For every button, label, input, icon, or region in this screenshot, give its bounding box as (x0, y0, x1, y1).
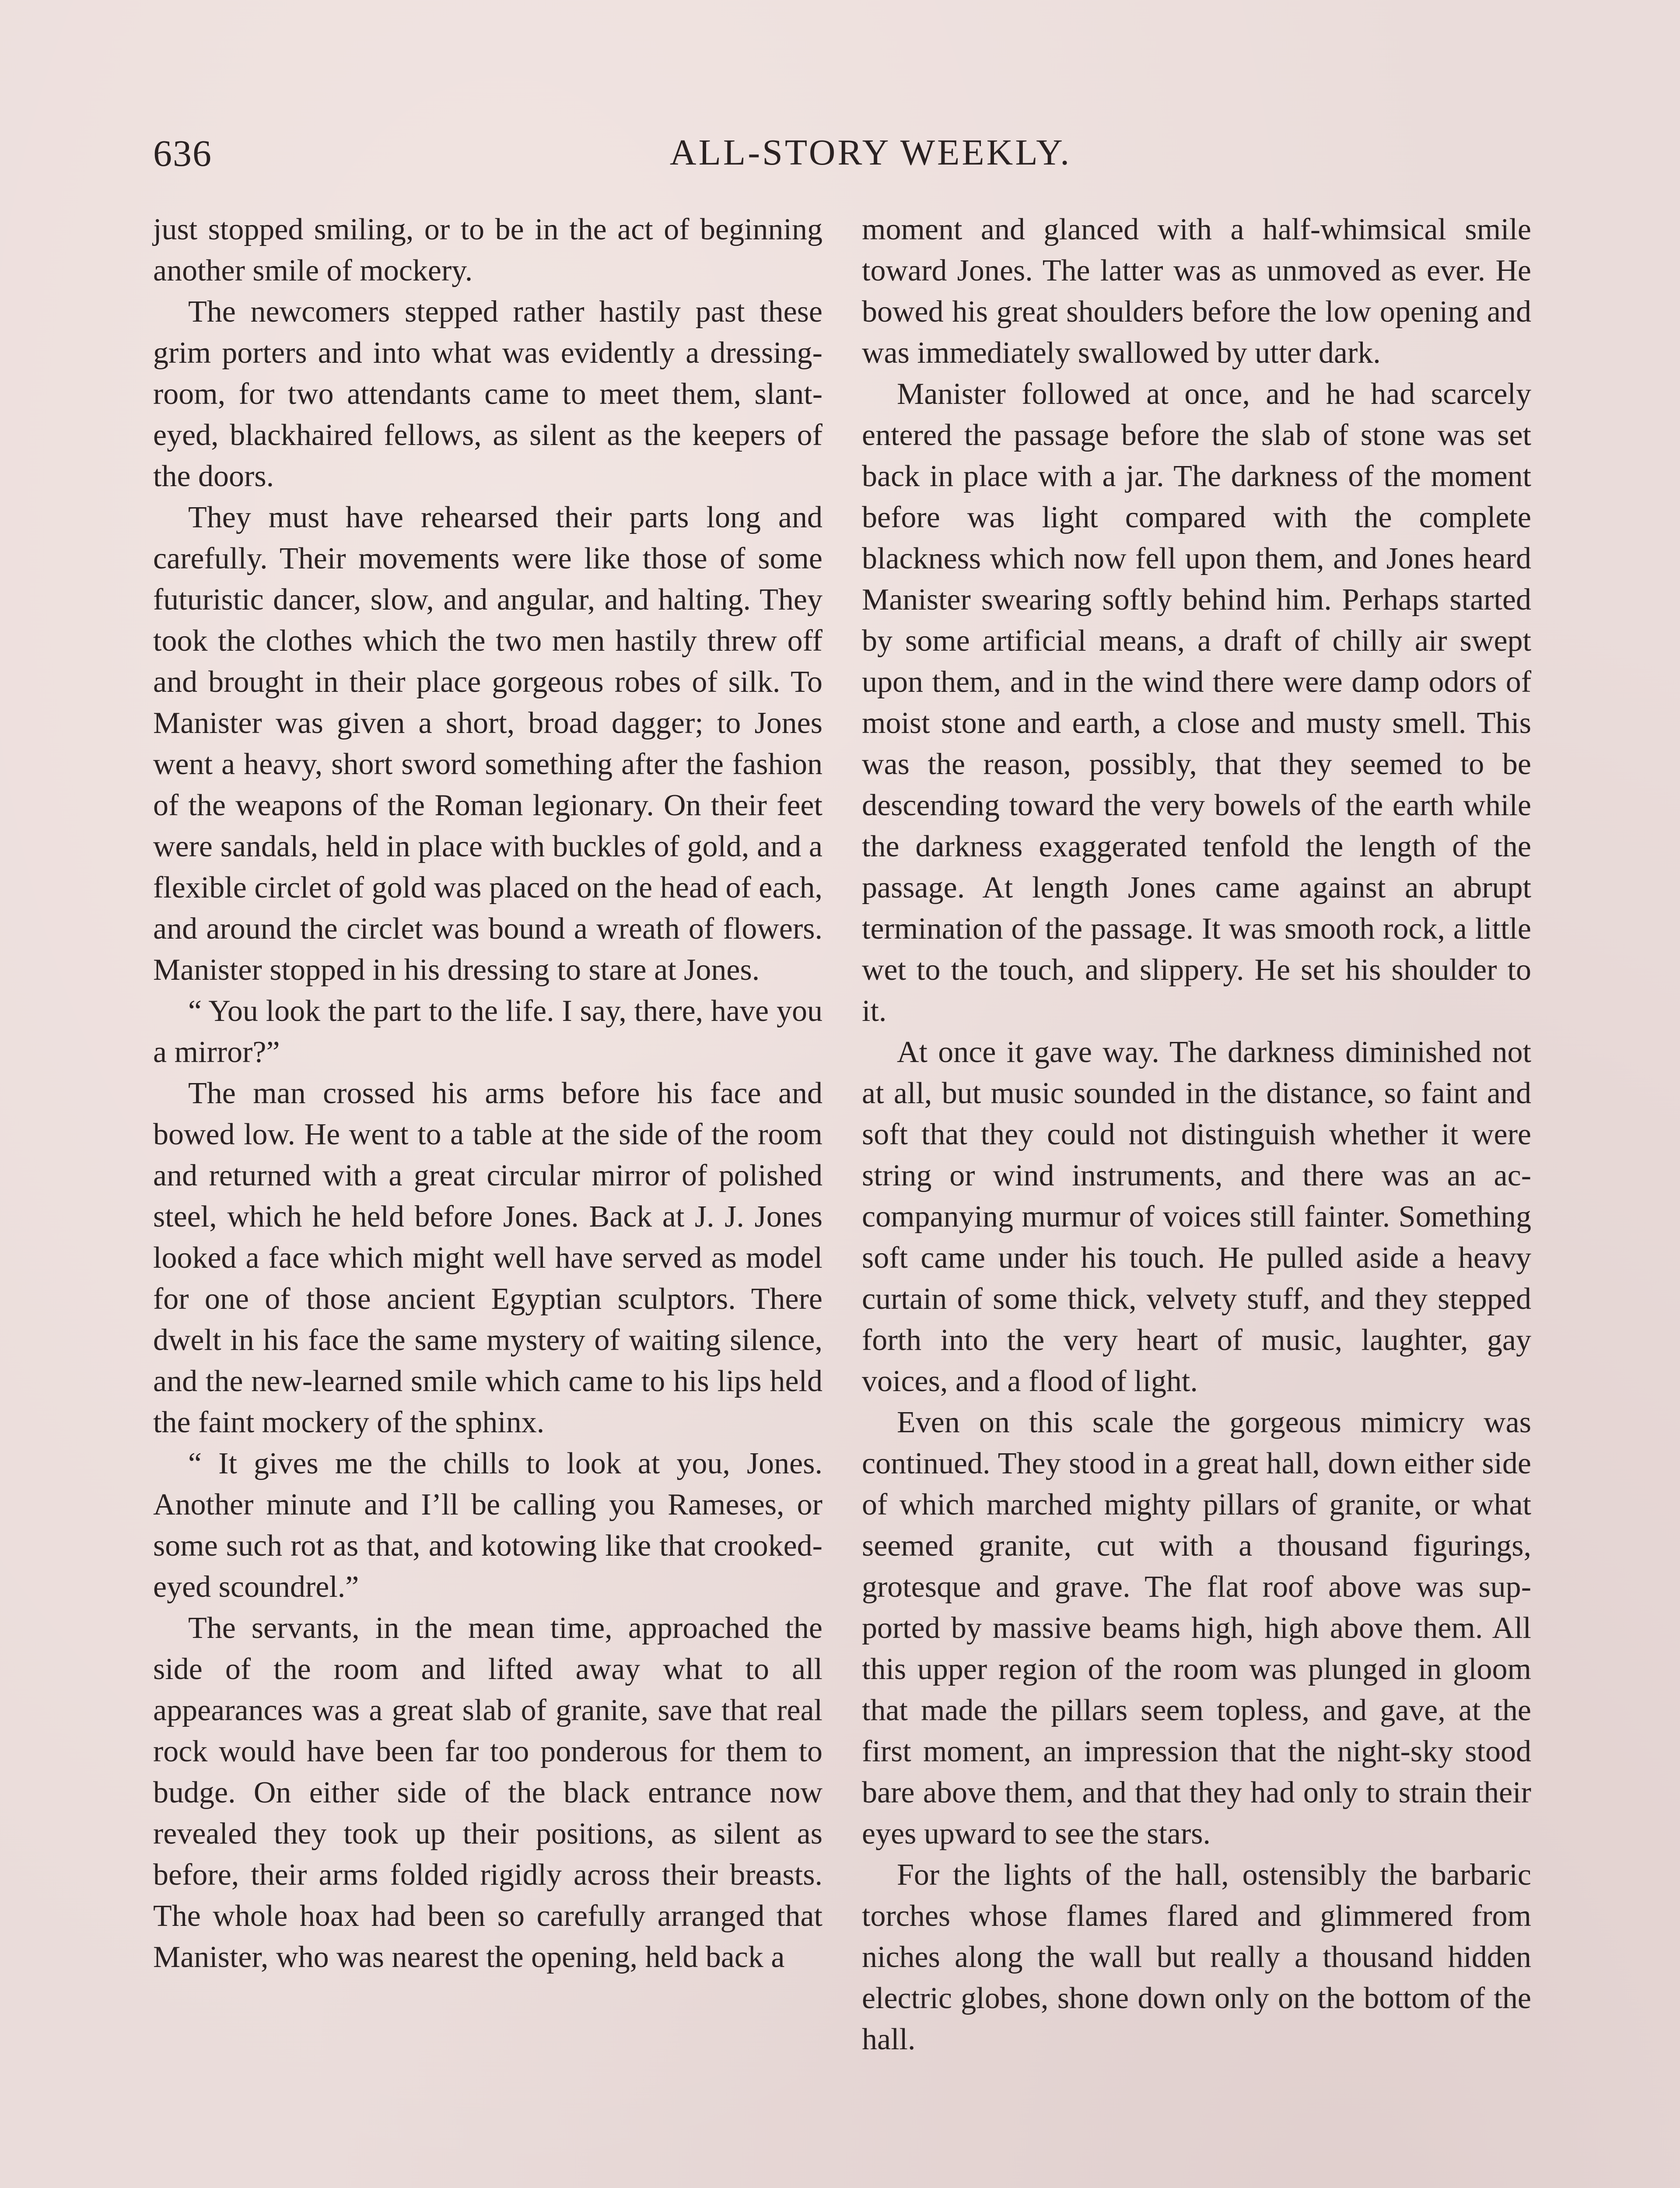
paragraph: At once it gave way. The darkness diminished not at all, but music sounded in the distance, so faint and soft that they could not distinguish whether it were string or wind instruments, and there was an accompanying murmur of voices still fainter. Something soft came under his touch. He pulled aside a heavy curtain of some thick, velvety stuff, and they stepped forth into the very heart of music, laughter, gay voices, and a flood of light. (862, 1035, 1531, 1398)
paragraph: The man crossed his arms before his face and bowed low. He went to a table at the side of the room and returned with a great circular mirror of polished steel, which he held before Jones. Back at J. J. Jones looked a face which might well have served as model for one of those ancient Egyptian sculptors. There dwelt in his face the same mystery of waiting silence, and the new-learned smile which came to his lips held the faint mockery of the sphinx. (153, 1076, 822, 1439)
paragraph: The servants, in the mean time, approached the side of the room and lifted away what to all appearances was a great slab of granite, save that real rock would have been far too ponderous for them to budge. On either side of the black entrance now revealed they took up their positions, as silent as before, their arms folded rigidly across their breasts. The whole hoax had been so carefully arranged that Manister, who was nearest the opening, held back a (153, 1611, 822, 1974)
paragraph: Manister followed at once, and he had scarcely entered the passage before the slab of stone was set back in place with a jar. The darkness of the moment before was light compared with the complete blackness which now fell upon them, and Jones heard Manister swearing softly behind him. Perhaps started by some artificial means, a draft of chilly air swept upon them, and in the wind there were damp odors of moist stone and earth, a close and musty smell. This was the reason, possibly, that they seemed to be descending toward the very bowels of the earth while the darkness exaggerated tenfold the length of the passage. At length Jones came against an abrupt termination of the passage. It was smooth rock, a little wet to the touch, and slippery. He set his shoulder to it. (862, 377, 1531, 1028)
paragraph: moment and glanced with a half-whimsical smile toward Jones. The latter was as unmoved as ever. He bowed his great shoulders before the low opening and was immediately swallowed by utter dark. (862, 213, 1531, 370)
left-column (153, 209, 822, 1978)
paragraph: just stopped smiling, or to be in the act of beginning another smile of mockery. (153, 213, 822, 288)
paragraph: The newcomers stepped rather hastily past these grim porters and into what was evidently a dressing-room, for two attendants came to meet them, slant-eyed, blackhaired fellows, as silent as the keepers of the doors. (153, 295, 822, 493)
page-number: 636 (153, 132, 212, 174)
paragraph: For the lights of the hall, ostensibly the barbaric torches whose flames flared and glimmered from niches along the wall but really a thousand hidden electric globes, shone down only on the bottom of the hall. (862, 1858, 1531, 2056)
right-column (862, 209, 1531, 2060)
paragraph: They must have rehearsed their parts long and carefully. Their movements were like those of some futuristic dancer, slow, and angular, and halting. They took the clothes which the two men hastily threw off and brought in their place gorgeous robes of silk. To Manister was given a short, broad dagger; to Jones went a heavy, short sword something after the fashion of the weapons of the Roman legionary. On their feet were sandals, held in place with buckles of gold, and a flexible circlet of gold was placed on the head of each, and around the circlet was bound a wreath of flowers. Manister stopped in his dressing to stare at Jones. (153, 501, 822, 987)
paragraph: “ You look the part to the life. I say, there, have you a mirror?” (153, 994, 822, 1069)
paragraph: “ It gives me the chills to look at you, Jones. Another minute and I’ll be calling you Rameses, or some such rot as that, and kotowing like that crooked-eyed scoundrel.” (153, 1447, 822, 1604)
running-title: ALL-STORY WEEKLY. (669, 132, 1072, 173)
paragraph: Even on this scale the gorgeous mimicry was continued. They stood in a great hall, down either side of which marched mighty pillars of granite, or what seemed granite, cut with a thousand figurings, grotesque and grave. The flat roof above was supported by massive beams high, high above them. All this upper region of the room was plunged in gloom that made the pillars seem topless, and gave, at the first moment, an impression that the night-sky stood bare above them, and that they had only to strain their eyes upward to see the stars. (862, 1406, 1531, 1851)
